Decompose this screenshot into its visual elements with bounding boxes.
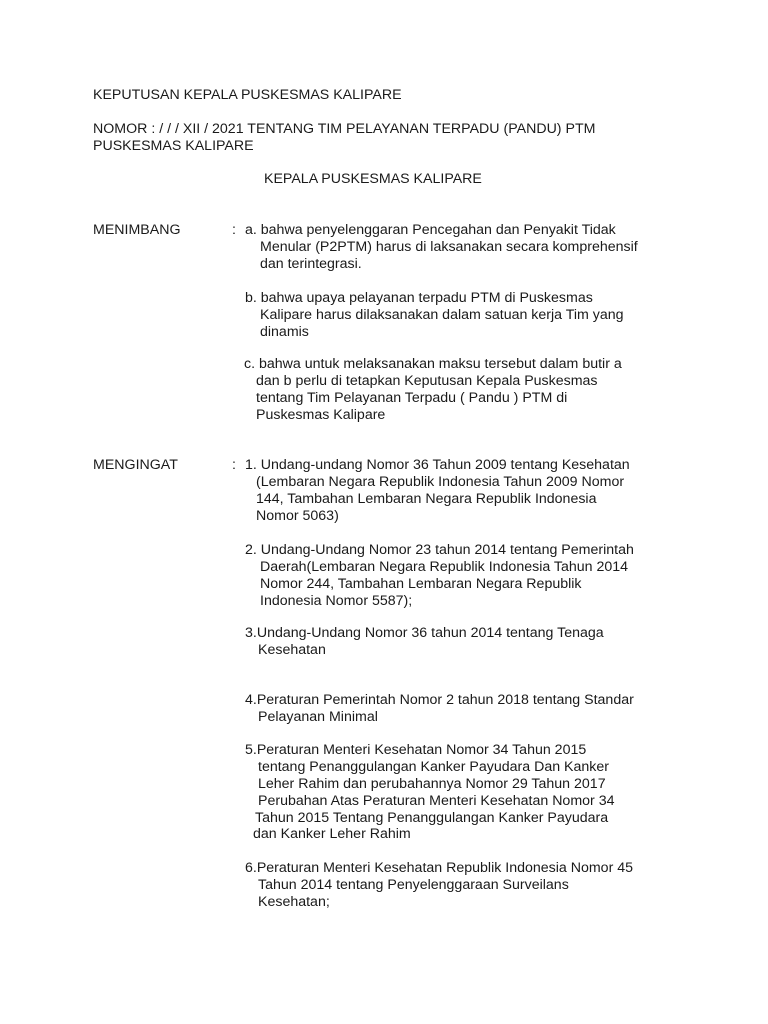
mengingat-item-2-line-1: 2. Undang-Undang Nomor 23 tahun 2014 tentang Pemerintah xyxy=(245,542,634,558)
mengingat-item-6-line-1: 6.Peraturan Menteri Kesehatan Republik Indonesia Nomor 45 xyxy=(245,860,634,876)
mengingat-item-3-line-1: 3.Undang-Undang Nomor 36 tahun 2014 tentang Tenaga xyxy=(245,625,604,641)
mengingat-item-1-line-4: Nomor 5063) xyxy=(256,508,339,524)
menimbang-item-c-line-3: tentang Tim Pelayanan Terpadu ( Pandu ) PTM di xyxy=(256,390,568,406)
menimbang-item-b-line-3: dinamis xyxy=(260,324,309,340)
nomor-line-2: PUSKESMAS KALIPARE xyxy=(93,138,254,154)
mengingat-item-5-line-1: 5.Peraturan Menteri Kesehatan Nomor 34 Tahun 2015 xyxy=(245,742,587,758)
mengingat-item-2-line-3: Nomor 244, Tambahan Lembaran Negara Republik xyxy=(260,576,582,592)
mengingat-item-1-line-3: 144, Tambahan Lembaran Negara Republik Indonesia xyxy=(256,491,597,507)
mengingat-item-1-line-1: 1. Undang-undang Nomor 36 Tahun 2009 tentang Kesehatan xyxy=(245,457,630,473)
mengingat-item-2-line-4: Indonesia Nomor 5587); xyxy=(260,593,413,609)
menimbang-item-a-line-2: Menular (P2PTM) harus di laksanakan secara komprehensif xyxy=(260,239,638,255)
menimbang-label: MENIMBANG xyxy=(93,222,181,238)
menimbang-item-c-line-2: dan b perlu di tetapkan Keputusan Kepala Puskesmas xyxy=(256,373,598,389)
menimbang-item-a-line-1: a. bahwa penyelenggaran Pencegahan dan Penyakit Tidak xyxy=(245,222,616,238)
menimbang-item-b-line-1: b. bahwa upaya pelayanan terpadu PTM di Puskesmas xyxy=(245,290,593,306)
mengingat-item-5-line-4: Perubahan Atas Peraturan Menteri Kesehatan Nomor 34 xyxy=(258,793,615,809)
mengingat-item-4-line-2: Pelayanan Minimal xyxy=(258,709,378,725)
mengingat-colon: : xyxy=(232,457,236,473)
mengingat-item-5-line-6: dan Kanker Leher Rahim xyxy=(253,826,411,842)
menimbang-item-b-line-2: Kalipare harus dilaksanakan dalam satuan kerja Tim yang xyxy=(260,307,624,323)
mengingat-item-3-line-2: Kesehatan xyxy=(258,642,326,658)
document-subtitle: KEPALA PUSKESMAS KALIPARE xyxy=(264,171,482,187)
mengingat-item-5-line-3: Leher Rahim dan perubahannya Nomor 29 Tahun 2017 xyxy=(258,776,606,792)
mengingat-item-5-line-2: tentang Penanggulangan Kanker Payudara Dan Kanker xyxy=(258,759,610,775)
mengingat-label: MENGINGAT xyxy=(93,457,178,473)
menimbang-item-c-line-4: Puskesmas Kalipare xyxy=(256,407,386,423)
document-title: KEPUTUSAN KEPALA PUSKESMAS KALIPARE xyxy=(93,87,402,103)
mengingat-item-1-line-2: (Lembaran Negara Republik Indonesia Tahun 2009 Nomor xyxy=(256,474,625,490)
mengingat-item-4-line-1: 4.Peraturan Pemerintah Nomor 2 tahun 2018 tentang Standar xyxy=(245,692,634,708)
menimbang-item-c-line-1: c. bahwa untuk melaksanakan maksu tersebut dalam butir a xyxy=(244,356,622,372)
menimbang-item-a-line-3: dan terintegrasi. xyxy=(260,256,362,272)
mengingat-item-2-line-2: Daerah(Lembaran Negara Republik Indonesia Tahun 2014 xyxy=(260,559,629,575)
mengingat-item-6-line-3: Kesehatan; xyxy=(258,894,330,910)
mengingat-item-5-line-5: Tahun 2015 Tentang Penanggulangan Kanker Payudara xyxy=(255,810,609,826)
nomor-line-1: NOMOR : / / / XII / 2021 TENTANG TIM PELAYANAN TERPADU (PANDU) PTM xyxy=(93,121,596,137)
menimbang-colon: : xyxy=(232,222,236,238)
mengingat-item-6-line-2: Tahun 2014 tentang Penyelenggaraan Surveilans xyxy=(258,877,569,893)
